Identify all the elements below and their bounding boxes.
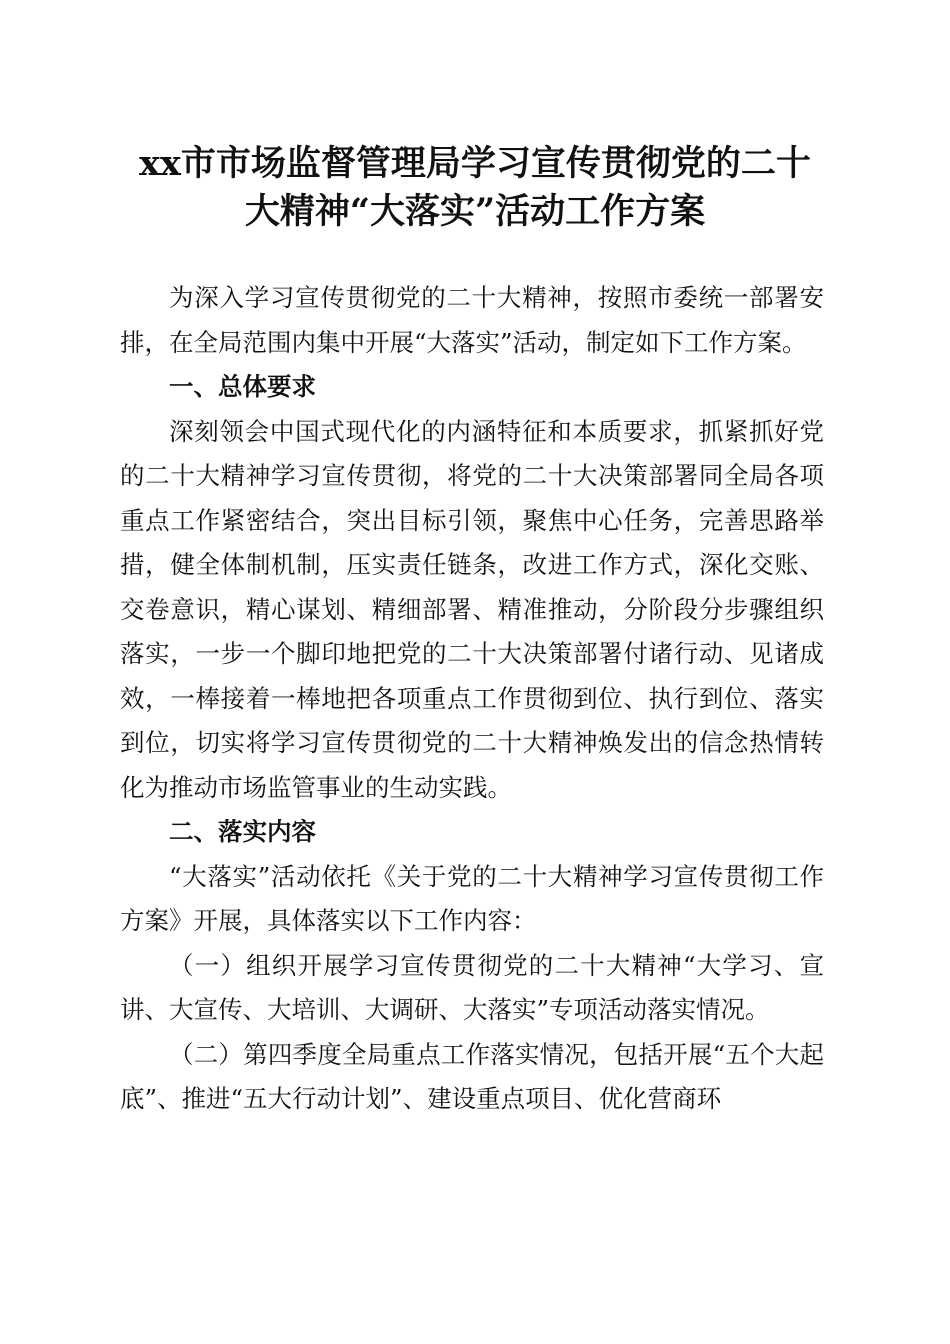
intro-paragraph: 为深入学习宣传贯彻党的二十大精神，按照市委统一部署安排，在全局范围内集中开展“大落实”活动，制定如下工作方案。 [120,283,824,357]
document-title [100,140,850,236]
list-item-1: （一）组织开展学习宣传贯彻党的二十大精神“大学习、宣讲、大宣传、大培训、大调研、大落实”专项活动落实情况。 [120,950,824,1024]
section-heading-2: 二、落实内容 [169,817,316,846]
section-1-paragraph: 深刻领会中国式现代化的内涵特征和本质要求，抓紧抓好党的二十大精神学习宣传贯彻，将党的二十大决策部署同全局各项重点工作紧密结合，突出目标引领，聚焦中心任务，完善思路举措，健全体制机制，压实责任链条，改进工作方式，深化交账、交卷意识，精心谋划、精细部署、精准推动，分阶段分步骤组织落实，一步一个脚印地把党的二十大决策部署付诸行动、见诸成效，一棒接着一棒地把各项重点工作贯彻到位、执行到位、落实到位，切实将学习宣传贯彻党的二十大精神焕发出的信念热情转化为推动市场监管事业的生动实践。 [120,416,824,802]
section-2-paragraph: “大落实”活动依托《关于党的二十大精神学习宣传贯彻工作方案》开展，具体落实以下工作内容： [120,861,824,935]
document-body [120,276,824,1122]
list-item-2: （二）第四季度全局重点工作落实情况，包括开展“五个大起底”、推进“五大行动计划”、建设重点项目、优化营商环 [120,1039,824,1113]
title-line-2: 大精神“大落实”活动工作方案 [244,191,706,232]
title-line-1: xx市市场监督管理局学习宣传贯彻党的二十 [139,143,811,184]
section-heading-1: 一、总体要求 [169,372,316,401]
